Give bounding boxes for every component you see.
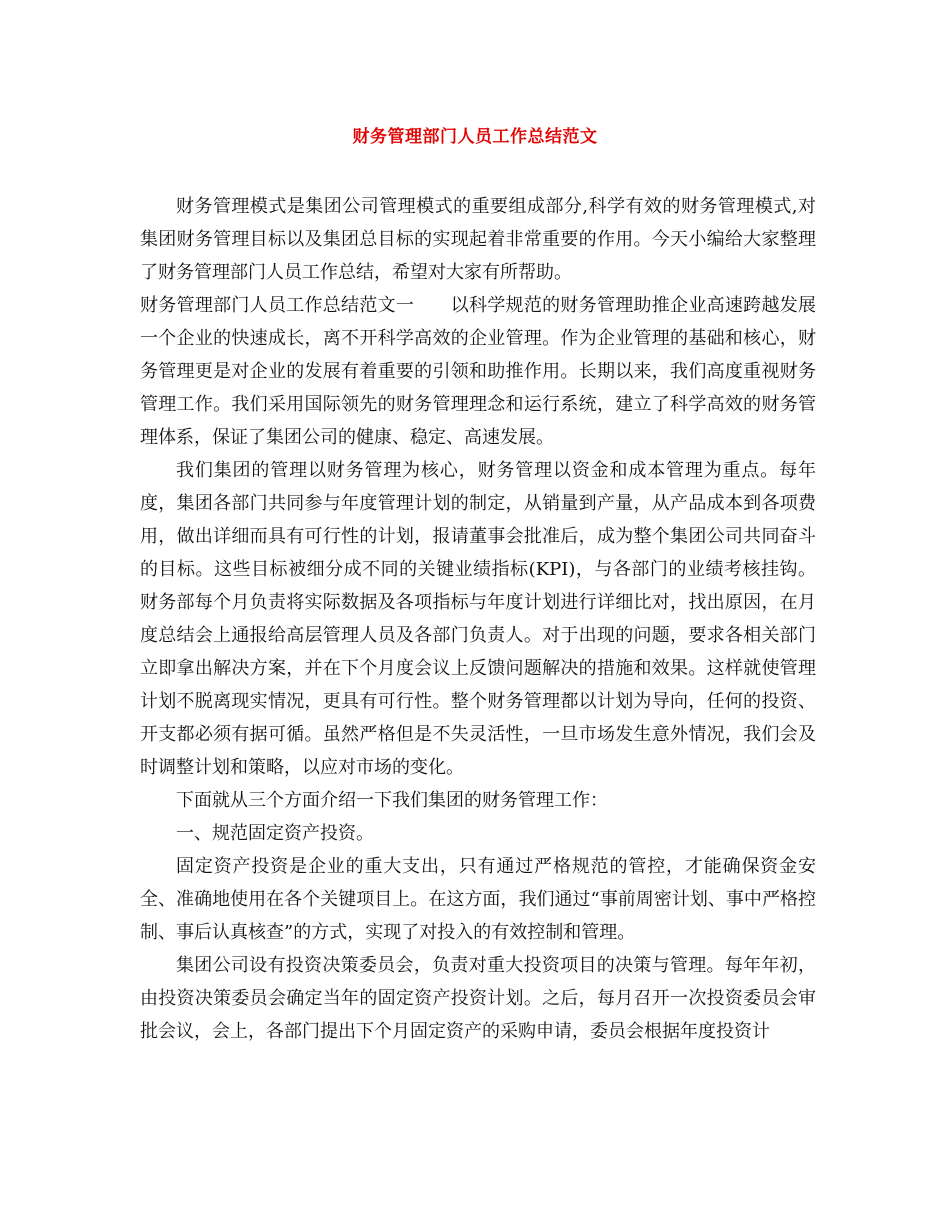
paragraph-heading-fixed-assets: 一、规范固定资产投资。 <box>176 823 374 844</box>
document-title: 财务管理部门人员工作总结范文 <box>352 127 598 147</box>
paragraph-intro: 财务管理模式是集团公司管理模式的重要组成部分,科学有效的财务管理模式,对集团财务管理目标以及集团总目标的实现起着非常重要的作用。今天小编给大家整理了财务管理部门人员工作总结，希望对大家有所帮助。 <box>140 196 816 283</box>
document-body <box>140 190 816 1048</box>
paragraph-fixed-asset-investment: 固定资产投资是企业的重大支出，只有通过严格规范的管控，才能确保资金安全、准确地使用在各个关键项目上。在这方面，我们通过“事前周密计划、事中严格控制、事后认真核查”的方式，实现了对投入的有效控制和管理。 <box>140 856 816 943</box>
paragraph-section-one-heading: 财务管理部门人员工作总结范文一 以科学规范的财务管理助推企业高速跨越发展一个企业的快速成长，离不开科学高效的企业管理。作为企业管理的基础和核心，财务管理更是对企业的发展有着重要的引领和助推作用。长期以来，我们高度重视财务管理工作。我们采用国际领先的财务管理理念和运行系统，建立了科学高效的财务管理体系，保证了集团公司的健康、稳定、高速发展。 <box>140 295 816 448</box>
paragraph-three-aspects: 下面就从三个方面介绍一下我们集团的财务管理工作： <box>176 790 608 811</box>
paragraph-management-core: 我们集团的管理以财务管理为核心，财务管理以资金和成本管理为重点。每年度，集团各部门共同参与年度管理计划的制定，从销量到产量，从产品成本到各项费用，做出详细而具有可行性的计划，报请董事会批准后，成为整个集团公司共同奋斗的目标。这些目标被细分成不同的关键业绩指标(KPI)，与各部门的业绩考核挂钩。财务部每个月负责将实际数据及各项指标与年度计划进行详细比对，找出原因，在月度总结会上通报给高层管理人员及各部门负责人。对于出现的问题，要求各相关部门立即拿出解决方案，并在下个月度会议上反馈问题解决的措施和效果。这样就使管理计划不脱离现实情况，更具有可行性。整个财务管理都以计划为导向，任何的投资、开支都必须有据可循。虽然严格但是不失灵活性，一旦市场发生意外情况，我们会及时调整计划和策略，以应对市场的变化。 <box>140 460 816 778</box>
paragraph-investment-committee: 集团公司设有投资决策委员会，负责对重大投资项目的决策与管理。每年年初，由投资决策委员会确定当年的固定资产投资计划。之后，每月召开一次投资委员会审批会议，会上，各部门提出下个月固定资产的采购申请，委员会根据年度投资计 <box>140 955 816 1042</box>
